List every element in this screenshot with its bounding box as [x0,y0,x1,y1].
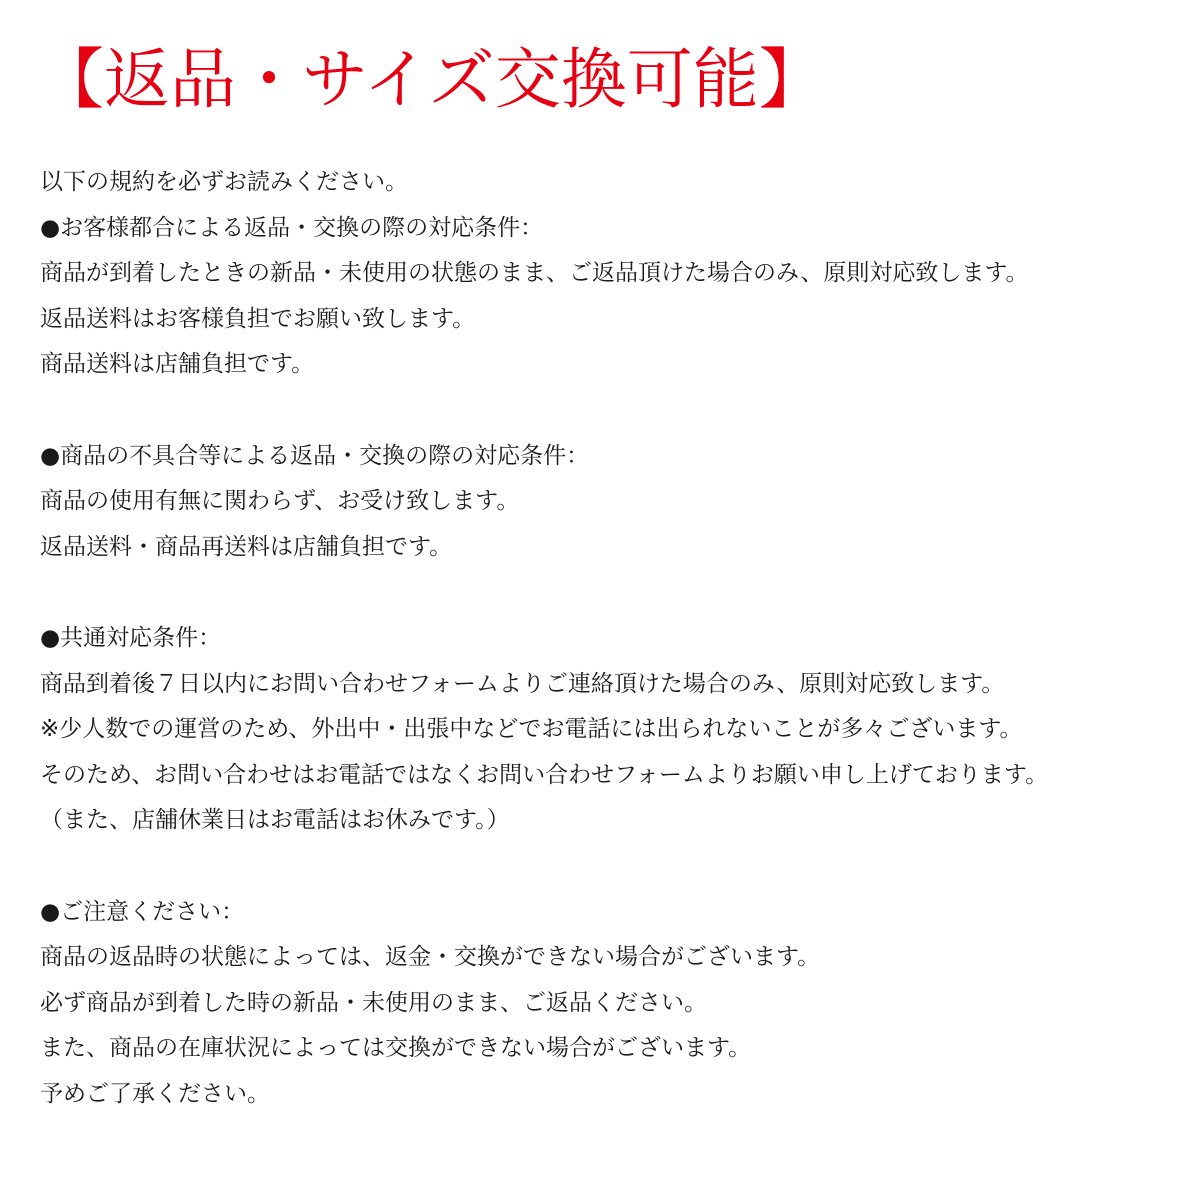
text-line: そのため、お問い合わせはお電話ではなくお問い合わせフォームよりお願い申し上げております。 [40,761,1049,788]
section-heading-common: ●共通対応条件： [40,624,222,651]
policy-text [40,160,1180,1117]
spacer [40,570,1180,616]
text-line: ※少人数での運営のため、外出中・出張中などでお電話には出られないことが多々ございます。 [40,716,1023,743]
text-line: 必ず商品が到着した時の新品・未使用のまま、ご返品ください。 [40,989,707,1016]
text-line: 返品送料・商品再送料は店舗負担です。 [40,533,453,560]
section-heading-defect: ●商品の不具合等による返品・交換の際の対応条件： [40,442,590,469]
spacer [40,844,1180,890]
intro-line: 以下の規約を必ずお読みください。 [40,169,408,195]
text-line: 商品の使用有無に関わらず、お受け致します。 [40,488,520,515]
spacer [40,388,1180,434]
page-title: 【返品・サイズ交換可能】 [38,41,825,118]
section-heading-customer-reason: ●お客様都合による返品・交換の際の対応条件： [40,214,544,241]
section-heading-notice: ●ご注意ください： [40,898,245,925]
text-line: 商品が到着したときの新品・未使用の状態のまま、ご返品頂けた場合のみ、原則対応致します。 [40,260,1029,287]
text-line: 返品送料はお客様負担でお願い致します。 [40,305,476,332]
text-line: 予めご了承ください。 [40,1080,270,1107]
text-line: 商品送料は店舗負担です。 [40,351,315,378]
text-line: また、商品の在庫状況によっては交換ができない場合がございます。 [40,1035,752,1062]
text-line: 商品到着後７日以内にお問い合わせフォームよりご連絡頂けた場合のみ、原則対応致します。 [40,670,1005,697]
text-line: 商品の返品時の状態によっては、返金・交換ができない場合がございます。 [40,944,821,971]
text-line: （また、店舗休業日はお電話はお休みです。） [40,807,510,834]
